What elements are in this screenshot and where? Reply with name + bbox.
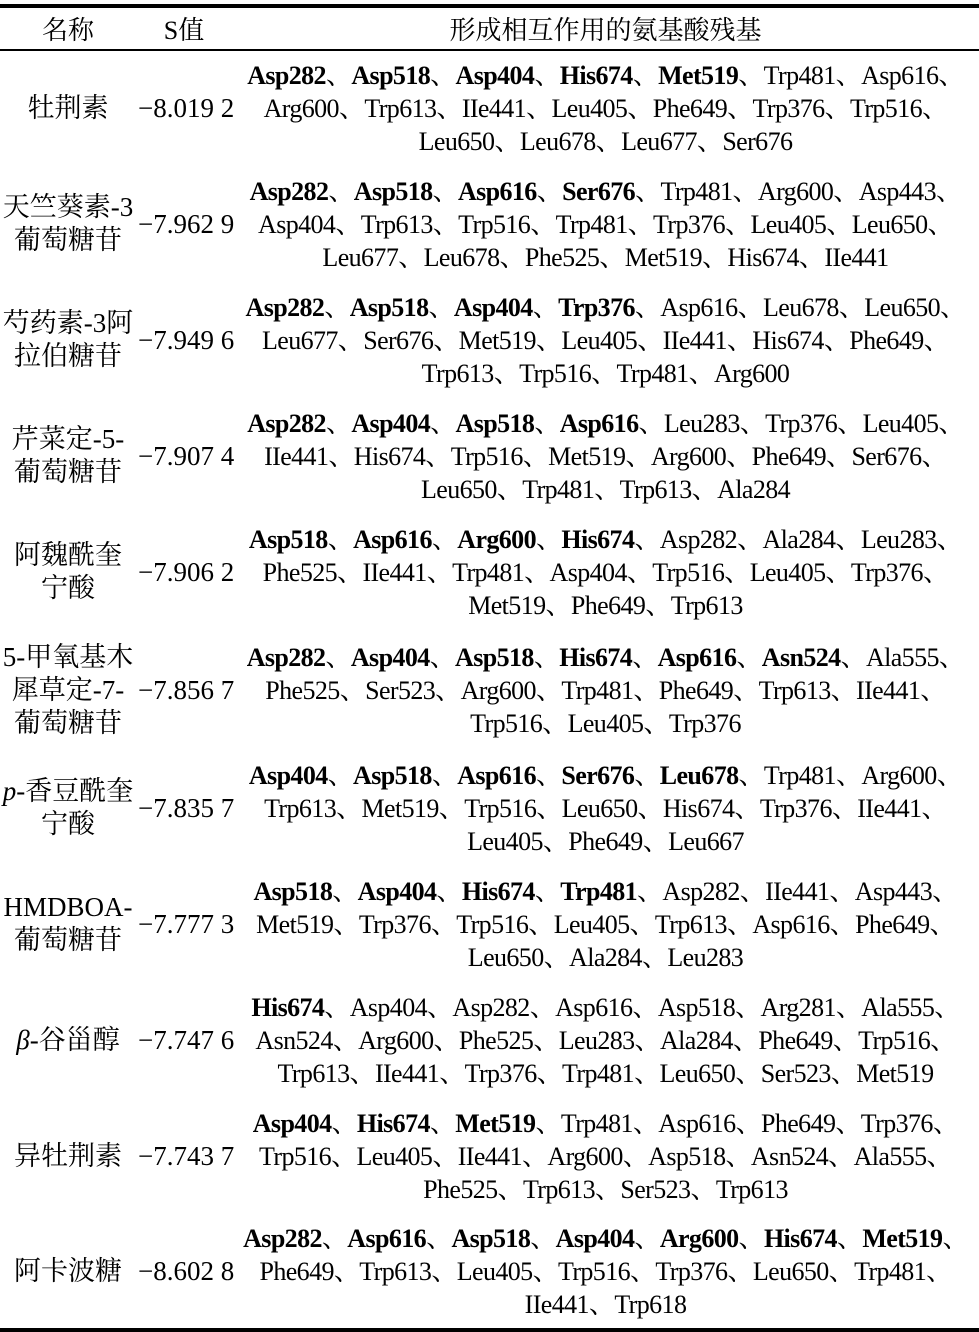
residue: Leu678	[423, 242, 500, 272]
compound-name	[0, 514, 136, 630]
residue: Trp613	[360, 209, 433, 239]
residue: Leu405	[567, 708, 644, 738]
header-name: 名称	[0, 6, 136, 50]
compound-name-text: 牡荆素	[27, 93, 109, 123]
table-row	[0, 982, 979, 1098]
residue: Leu677	[322, 242, 399, 272]
residue: Leu650	[418, 127, 495, 156]
compound-name	[0, 866, 136, 982]
table-row	[0, 166, 979, 282]
key-residue: Asp518	[353, 760, 432, 790]
residue: Trp481	[854, 1256, 927, 1286]
residue: Asp616	[658, 1108, 736, 1138]
key-residue: His674	[763, 1223, 837, 1253]
residue: Trp481	[660, 176, 733, 206]
s-value: −8.602 8	[136, 1214, 232, 1330]
residue: Phe649	[751, 441, 827, 471]
residue: Ser523	[760, 1058, 831, 1088]
residue: Leu677	[261, 325, 338, 355]
table-row	[0, 282, 979, 398]
residue: Trp481	[763, 760, 836, 790]
key-residue: Asp616	[457, 760, 536, 790]
key-residue: Asp518	[455, 408, 535, 438]
table-row	[0, 50, 979, 166]
compound-name-text: 5-甲氧基木犀草定-7-葡萄糖苷	[2, 641, 134, 738]
compound-name-text: 异牡荆素	[14, 1140, 122, 1171]
residue: Leu678	[762, 292, 839, 322]
residue: Leu650	[864, 292, 941, 322]
s-value: −7.747 6	[138, 1024, 235, 1055]
residue: Asp282	[452, 992, 530, 1022]
residue: Arg281	[760, 992, 836, 1022]
residue: Phe525	[423, 1174, 498, 1204]
residue: Arg600	[861, 760, 937, 790]
residue: Trp613	[421, 358, 494, 388]
key-residue: Asp616	[457, 176, 537, 206]
key-residue: Asp404	[350, 642, 430, 672]
s-value: −7.906 2	[138, 556, 235, 587]
key-residue: His674	[251, 992, 325, 1022]
s-value: −7.949 6	[138, 324, 235, 355]
residue: Trp613	[522, 1174, 595, 1204]
key-residue: Asp282	[247, 408, 326, 438]
residue: Arg600	[358, 1025, 434, 1055]
residue: Leu405	[467, 826, 543, 856]
key-residue: Asp518	[351, 61, 431, 90]
residue: Leu283	[558, 1025, 635, 1055]
s-value: −7.907 4	[138, 440, 235, 471]
residue: Asp443	[858, 176, 936, 206]
compound-name	[0, 630, 136, 750]
table-row	[0, 866, 979, 982]
s-value: −7.962 9	[138, 208, 235, 239]
compound-name-text: -香豆酰奎宁酸	[16, 776, 134, 839]
residue: Trp481	[452, 557, 525, 587]
compound-name-text: 芍药素-3阿拉伯糖苷	[2, 308, 134, 371]
residue: Trp516	[652, 557, 725, 587]
residue: Arg600	[757, 176, 834, 206]
residue: Ala284	[717, 474, 791, 504]
key-residue: Asp518	[349, 292, 429, 322]
key-residue: Asp616	[353, 524, 432, 554]
key-residue: His674	[561, 524, 635, 554]
residue: Phe649	[568, 826, 643, 856]
residue: Met519	[256, 909, 334, 939]
residue: Asp404	[258, 209, 336, 239]
residue: Trp481	[560, 1108, 633, 1138]
s-value: −8.019 2	[138, 93, 235, 123]
residues-cell: Asp282、Asp518、Asp404、Trp376、Asp616、Leu678、Leu650、Leu677、Ser676、Met519、Leu405、IIe441、His674、Phe649、Trp613、Trp516、Trp481、Arg600	[245, 292, 966, 388]
residue: Phe525	[458, 1025, 534, 1055]
header-row	[0, 6, 979, 50]
residue: Arg600	[547, 1141, 623, 1171]
table-body	[0, 50, 979, 1330]
key-residue: Asp404	[357, 876, 437, 906]
residue: IIe441	[457, 1141, 522, 1171]
residue: Trp376	[759, 793, 832, 823]
s-value: −7.743 7	[138, 1140, 235, 1171]
key-residue: Asp282	[247, 61, 326, 90]
residue: Trp376	[752, 94, 825, 123]
residue: Trp618	[614, 1289, 687, 1319]
key-residue: Asp616	[347, 1223, 427, 1253]
residue: IIe441	[461, 94, 527, 123]
residue: Trp613	[619, 474, 692, 504]
residue: Trp613	[715, 1174, 788, 1204]
residues-cell: His674、Asp404、Asp282、Asp616、Asp518、Arg281、Ala555、Asn524、Arg600、Phe525、Leu283、Ala284、Phe649、Trp516、Trp613、IIe441、Trp376、Trp481、Leu650、Ser523、Met519	[251, 992, 960, 1088]
key-residue: Asp282	[249, 176, 329, 206]
compound-name	[0, 1098, 136, 1214]
residue: Trp516	[858, 1025, 931, 1055]
header-s-value: S值	[136, 6, 232, 50]
s-value: −7.856 7	[138, 674, 235, 705]
residue: Asp616	[752, 909, 830, 939]
residue: Ser523	[365, 675, 436, 705]
residue: IIe441	[765, 876, 830, 906]
residue: Ala284	[659, 1025, 733, 1055]
key-residue: Met519	[455, 1108, 536, 1138]
residue: Trp516	[259, 1141, 332, 1171]
residue: IIe441	[856, 675, 921, 705]
residue: Asp443	[854, 876, 933, 906]
key-residue: Leu678	[659, 760, 739, 790]
key-residue: Met519	[658, 61, 739, 90]
table-row	[0, 514, 979, 630]
residue: Arg600	[713, 358, 790, 388]
residue: Met519	[856, 1058, 934, 1088]
compound-name-text: -谷甾醇	[29, 1024, 120, 1055]
table-row	[0, 750, 979, 866]
key-residue: Arg600	[659, 1223, 739, 1253]
residue: Leu405	[551, 94, 628, 123]
residue: Asp616	[861, 61, 939, 90]
residue: Trp613	[670, 590, 743, 620]
residue: Phe649	[849, 325, 924, 355]
residue: His674	[752, 325, 824, 355]
compound-name	[0, 982, 136, 1098]
residue: Leu667	[668, 826, 744, 856]
residue: IIe441	[857, 793, 922, 823]
compound-name-prefix: p	[2, 776, 17, 806]
residue: Leu650	[467, 942, 544, 972]
residue: Asn524	[255, 1025, 333, 1055]
residue: His674	[662, 793, 735, 823]
results-table	[0, 4, 979, 1332]
residue: Leu283	[667, 942, 744, 972]
key-residue: His674	[356, 1108, 430, 1138]
residue: Phe649	[259, 1256, 334, 1286]
residues-cell: Asp282、Asp518、Asp616、Ser676、Trp481、Arg600、Asp443、Asp404、Trp613、Trp516、Trp481、Trp376、Leu405、Leu650、Leu677、Leu678、Phe525、Met519、His674、IIe441	[249, 176, 962, 272]
residue: Trp481	[555, 209, 628, 239]
residue: Phe525	[265, 675, 340, 705]
residue: Ala555	[853, 1141, 927, 1171]
residues-cell: Asp518、Asp404、His674、Trp481、Asp282、IIe441、Asp443、Met519、Trp376、Trp516、Leu405、Trp613、Asp616、Phe649、Leu650、Ala284、Leu283	[253, 876, 958, 972]
residue: IIe441	[824, 242, 889, 272]
residue: Trp376	[655, 1256, 728, 1286]
residue: IIe441	[264, 441, 329, 471]
residue: Trp516	[450, 441, 523, 471]
key-residue: Asp616	[657, 642, 737, 672]
residue: His674	[353, 441, 426, 471]
residue: Phe649	[855, 909, 930, 939]
header-residues: 形成相互作用的氨基酸残基	[232, 6, 979, 50]
key-residue: Asp518	[248, 524, 328, 554]
residue: Trp481	[562, 1058, 635, 1088]
residue: Asp616	[555, 992, 633, 1022]
residue: Trp376	[668, 708, 741, 738]
residues-cell: Asp518、Asp616、Arg600、His674、Asp282、Ala284、Leu283、Phe525、IIe441、Trp481、Asp404、Trp516、Leu405、Trp376、Met519、Phe649、Trp613	[248, 524, 963, 620]
residues-cell: Asp404、His674、Met519、Trp481、Asp616、Phe649、Trp376、Trp516、Leu405、IIe441、Arg600、Asp518、Asn524、Ala555、Phe525、Trp613、Ser523、Trp613	[252, 1108, 959, 1204]
residue: IIe441	[662, 325, 727, 355]
residues-cell: Asp282、Asp404、Asp518、His674、Asp616、Asn524、Ala555、Phe525、Ser523、Arg600、Trp481、Phe649、Trp613、IIe441、Trp516、Leu405、Trp376	[246, 642, 965, 738]
residue: Leu650	[851, 209, 928, 239]
residue: Trp376	[653, 209, 726, 239]
residue: Met519	[548, 441, 626, 471]
residue: Leu283	[860, 524, 937, 554]
residue: Trp376	[765, 408, 838, 438]
residue: Ala555	[861, 992, 935, 1022]
key-residue: Asp282	[246, 642, 326, 672]
residue: Ser523	[620, 1174, 691, 1204]
residue: Arg600	[460, 675, 536, 705]
residue: Trp516	[464, 793, 537, 823]
compound-name	[0, 1214, 136, 1330]
key-residue: His674	[559, 61, 633, 90]
key-residue: Met519	[862, 1223, 943, 1253]
compound-name	[0, 50, 136, 166]
residue: Leu405	[356, 1141, 433, 1171]
residue: Met519	[468, 590, 546, 620]
residue: IIe441	[362, 557, 427, 587]
residue: Asp616	[660, 292, 738, 322]
key-residue: Arg600	[457, 524, 536, 554]
residue: Leu677	[621, 127, 697, 156]
compound-name-text: 芹菜定-5-葡萄糖苷	[11, 424, 125, 487]
residue: Ala284	[762, 524, 836, 554]
residue: Leu650	[752, 1256, 829, 1286]
key-residue: Asp282	[243, 1223, 322, 1253]
table-row	[0, 1098, 979, 1214]
residue: Leu678	[519, 127, 596, 156]
residues-cell: Asp282、Asp404、Asp518、Asp616、Leu283、Trp376、Leu405、IIe441、His674、Trp516、Met519、Arg600、Phe649、Ser676、Leu650、Trp481、Trp613、Ala284	[247, 408, 964, 504]
residue: Trp613	[264, 793, 337, 823]
key-residue: Asp404	[351, 408, 431, 438]
key-residue: Ser676	[561, 760, 635, 790]
residue: Asp404	[549, 557, 627, 587]
residue: His674	[727, 242, 799, 272]
residue: Trp613	[758, 675, 831, 705]
residue: Leu405	[750, 209, 827, 239]
compound-name-text: 阿卡波糖	[14, 1255, 122, 1286]
key-residue: Trp481	[560, 876, 638, 906]
residue: Phe649	[760, 1108, 836, 1138]
residues-cell: Asp282、Asp616、Asp518、Asp404、Arg600、His674、Met519、Phe649、Trp613、Leu405、Trp516、Trp376、Leu650、Trp481、IIe441、Trp618	[232, 1214, 979, 1330]
residue: Met519	[624, 242, 702, 272]
residue: Phe649	[652, 94, 728, 123]
compound-name	[0, 282, 136, 398]
residue: Trp481	[561, 675, 634, 705]
residues-cell: Asp282、Asp518、Asp404、His674、Met519、Trp481、Asp616、Arg600、Trp613、IIe441、Leu405、Phe649、Trp376、Trp516、Leu650、Leu678、Leu677、Ser676	[247, 61, 964, 156]
residue: Asp518	[657, 992, 736, 1022]
residue: Arg600	[263, 94, 339, 123]
key-residue: Asp518	[353, 176, 433, 206]
residue: Trp516	[849, 94, 922, 123]
residue: Leu283	[663, 408, 740, 438]
residue: Trp516	[456, 909, 529, 939]
compound-name-text: 天竺葵素-3葡萄糖苷	[2, 192, 134, 255]
residue: Trp376	[358, 909, 431, 939]
residue: Leu405	[862, 408, 939, 438]
residue: Phe525	[262, 557, 338, 587]
residue: Met519	[458, 325, 536, 355]
residue: Ala555	[865, 642, 939, 672]
key-residue: Asp518	[451, 1223, 531, 1253]
residue: Phe649	[658, 675, 734, 705]
compound-name-text: HMDBOA-葡萄糖苷	[3, 892, 133, 955]
residue: Leu650	[659, 1058, 736, 1088]
key-residue: Asp616	[559, 408, 639, 438]
key-residue: Asp404	[555, 1223, 635, 1253]
residue: Ala284	[569, 942, 642, 972]
residue: Trp516	[470, 708, 543, 738]
residue: Trp613	[359, 1256, 432, 1286]
residue: Trp516	[519, 358, 592, 388]
table-row	[0, 398, 979, 514]
compound-name-prefix: β	[16, 1024, 30, 1055]
compound-name	[0, 750, 136, 866]
compound-name-text: 阿魏酰奎宁酸	[14, 540, 122, 603]
residue: Asp282	[662, 876, 740, 906]
residue: Trp613	[654, 909, 727, 939]
residue: Leu650	[420, 474, 497, 504]
residue: IIe441	[524, 1289, 589, 1319]
residue: Leu405	[456, 1256, 533, 1286]
residue: Trp516	[557, 1256, 630, 1286]
residue: Asp282	[659, 524, 738, 554]
key-residue: Asp404	[453, 292, 533, 322]
s-value: −7.777 3	[138, 908, 235, 939]
key-residue: Asp518	[455, 642, 534, 672]
compound-name	[0, 398, 136, 514]
residue: Leu650	[561, 793, 638, 823]
residue: Phe649	[758, 1025, 833, 1055]
residue: Trp481	[522, 474, 595, 504]
residue: Trp376	[860, 1108, 933, 1138]
residue: Ser676	[363, 325, 434, 355]
residue: Trp613	[364, 94, 437, 123]
key-residue: Asp404	[252, 1108, 332, 1138]
residue: Trp481	[763, 61, 836, 90]
residue: Arg600	[650, 441, 727, 471]
key-residue: Asp518	[253, 876, 333, 906]
key-residue: His674	[559, 642, 633, 672]
table-row	[0, 1214, 979, 1330]
s-value: −7.835 7	[138, 792, 235, 823]
residue: Phe525	[524, 242, 600, 272]
residue: Trp481	[616, 358, 689, 388]
residue: Ser676	[851, 441, 922, 471]
residue: IIe441	[374, 1058, 440, 1088]
residue: Trp516	[458, 209, 531, 239]
residue: Leu405	[553, 909, 630, 939]
residue: Met519	[361, 793, 439, 823]
key-residue: Asn524	[761, 642, 841, 672]
residues-cell: Asp404、Asp518、Asp616、Ser676、Leu678、Trp481、Arg600、Trp613、Met519、Trp516、Leu650、His674、Trp376、IIe441、Leu405、Phe649、Leu667	[248, 760, 963, 856]
key-residue: Trp376	[558, 292, 635, 322]
key-residue: Asp404	[248, 760, 328, 790]
residue: Leu405	[561, 325, 638, 355]
key-residue: His674	[461, 876, 535, 906]
residue: Ser676	[722, 127, 793, 156]
residue: Asn524	[750, 1141, 829, 1171]
residue: Leu405	[749, 557, 826, 587]
residue: Trp376	[850, 557, 923, 587]
residue: Phe649	[570, 590, 646, 620]
residue: Asp404	[349, 992, 427, 1022]
key-residue: Ser676	[562, 176, 636, 206]
table-row	[0, 630, 979, 750]
key-residue: Asp282	[245, 292, 325, 322]
key-residue: Asp404	[455, 61, 535, 90]
residue: Trp376	[464, 1058, 537, 1088]
compound-name	[0, 166, 136, 282]
residue: Asp518	[648, 1141, 726, 1171]
residue: Trp613	[277, 1058, 350, 1088]
